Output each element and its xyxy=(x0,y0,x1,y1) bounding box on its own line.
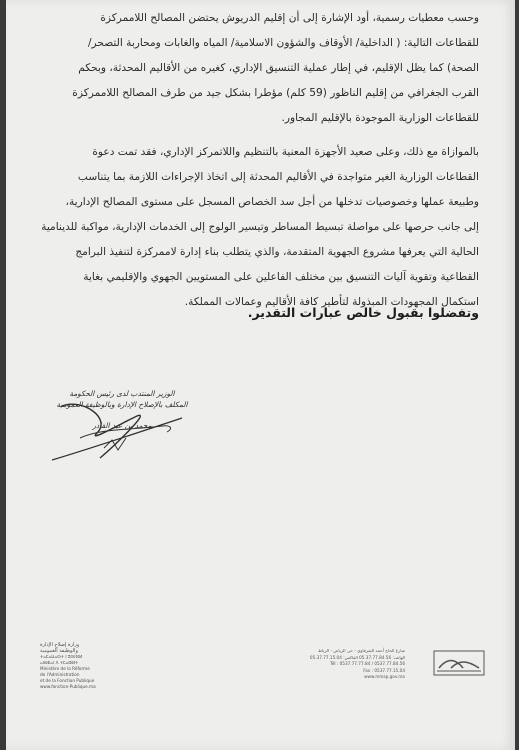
footer-ministry-block xyxy=(40,642,110,690)
footer-ministry-ar-2: والوظيفة العمومية xyxy=(40,648,78,654)
paragraph-1-line: وحسب معطيات رسمية، أود الإشارة إلى أن إقليم الدريوش يحتضن المصالح اللاممركزة xyxy=(100,12,479,24)
handwritten-signature xyxy=(42,388,202,478)
footer-ministry-line: ⵜⴰⵎⴰⵡⴰⵙⵜ ⵏ ⵓⵙⵏⴼⵍ xyxy=(40,654,83,659)
signature-name: محمد بن عبد القادر xyxy=(92,421,152,430)
footer-website: www.fonction-Publique.ma xyxy=(40,684,96,689)
footer-phone-line: Tél : 0537.77.77.84 / 0537.77.84.56 xyxy=(329,661,405,666)
signature-block xyxy=(42,388,202,478)
footer-fax-line: Fax : 0537.77.15.04 xyxy=(363,667,405,673)
paragraph-2 xyxy=(34,140,479,315)
paragraph-1 xyxy=(34,6,479,131)
paragraph-1-line: للقطاعات التالية: ( الداخلية/ الأوقاف والشؤون الاسلامية/ المياه والغابات ومحاربة التصحر/ xyxy=(87,37,479,49)
closing-salutation: وتفضلوا بقبول خالص عبارات التقدير. xyxy=(247,305,479,320)
footer-ministry-line: et de la Fonction Publique xyxy=(40,678,95,683)
footer-ministry-ar-1: وزارة إصلاح الإدارة xyxy=(40,642,80,648)
footer-phone-line: الهاتف: 05.37.77.84.56 الفاكس: 05.37.77.15.04 xyxy=(309,654,405,660)
footer-ministry-line: de l'Administration xyxy=(40,672,80,677)
signature-title-line-1: الوزير المنتدب لدى رئيس الحكومة xyxy=(69,389,175,398)
document-page xyxy=(6,0,515,750)
paragraph-2-line: القطاعية وتقوية آليات التنسيق بين مختلف الفاعلين على المستويين الجهوي والإقليمي بغاية xyxy=(83,271,479,283)
footer-contact-block xyxy=(185,648,405,681)
paragraph-2-line: القطاعات الوزارية الغير متواجدة في الأقاليم المحدثة إلى اتخاذ الإجراءات اللازمة بما يتناسب xyxy=(77,171,479,183)
paragraph-1-line: الصحة) كما يظل الإقليم، في إطار عملية التنسيق الإداري، كغيره من الأقاليم المحدثة، وبحكم xyxy=(78,62,479,74)
paragraph-2-line: استكمال المجهودات المبذولة لتأطير كافة الأقاليم وعمالات المملكة. xyxy=(184,296,479,308)
paragraph-1-line: للقطاعات الوزارية الموجودة بالإقليم المجاور. xyxy=(281,112,479,124)
ministry-logo-icon xyxy=(433,650,485,676)
footer-address: شارع الحاج أحمد الشرقاوي - حي الرياض - الرباط xyxy=(318,648,405,653)
footer-ministry-line: ⴰⵏⴱⴹⴰⵏ ⴷ ⵜⵎⴰⵀⵍⵜ xyxy=(40,660,79,665)
paragraph-2-line: إلى جانب حرصها على مواصلة تبسيط المساطر وتيسير الولوج إلى الخدمات الإدارية، مواكبة للدينامية xyxy=(41,221,479,233)
paragraph-2-line: بالموازاة مع ذلك، وعلى صعيد الأجهزة المعنية بالتنظيم واللاتمركز الإداري، فقد تمت دعوة xyxy=(92,146,479,158)
footer-web-line: www.mmsp.gov.ma xyxy=(364,674,405,679)
paragraph-2-line: الحالية التي يعرفها مشروع الجهوية المتقدمة، والذي يتطلب بناء إدارة لاممركزة لتنفيذ البرامج xyxy=(75,246,479,258)
footer-ministry-line: Ministère de la Réforme xyxy=(40,666,90,671)
paragraph-2-line: وطبيعة عملها وخصوصيات تدخلها من أجل سد الخصاص المسجل على مستوى المصالح الإدارية، xyxy=(65,196,479,208)
signature-title-line-2: المكلف بالإصلاح الإدارة وبالوظيفة العمومية xyxy=(56,400,188,409)
letterhead-footer xyxy=(40,642,485,712)
paragraph-1-line: القرب الجغرافي من إقليم الناظور (59 كلم) مؤطرا بشكل جيد من طرف المصالح اللاممركزة xyxy=(72,87,479,99)
